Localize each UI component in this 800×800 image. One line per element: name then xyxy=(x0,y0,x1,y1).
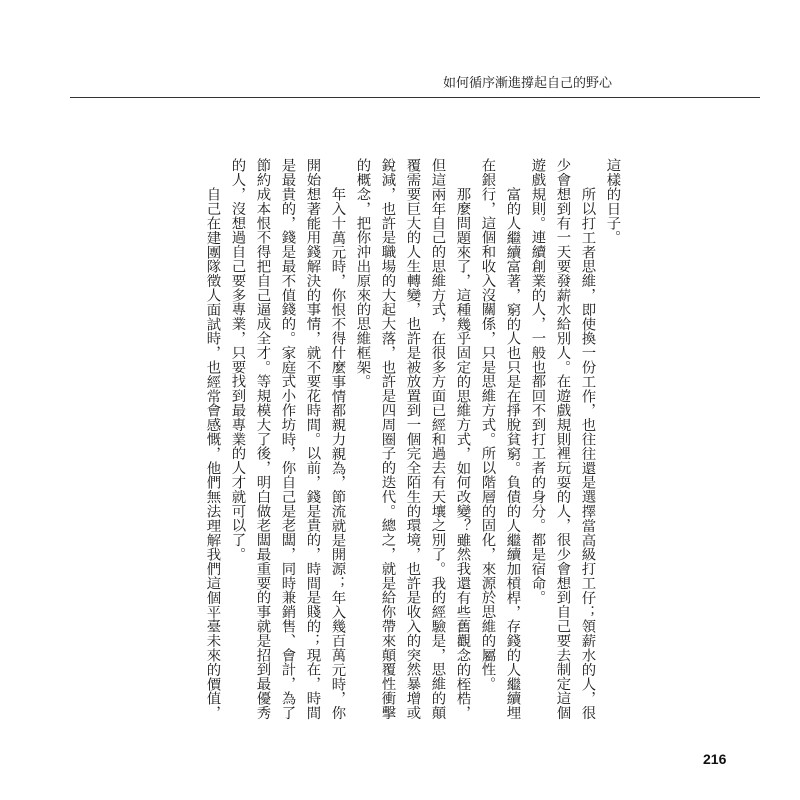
running-header-title: 如何循序漸進撐起自己的野心 xyxy=(442,76,612,91)
text-column: 開始想著能用錢解決的事情，就不要花時間。以前，錢是貴的，時間是賤的；現在，時間 xyxy=(304,158,321,720)
text-column: 那麼問題來了，這種幾乎固定的思維方式，如何改變？雖然我還有些舊觀念的桎梏， xyxy=(454,186,471,720)
text-column: 覆需要巨大的人生轉變，也許是被放置到一個完全陌生的環境，也許是收入的突然暴增或 xyxy=(404,158,421,720)
header-rule xyxy=(70,97,760,98)
text-column: 少會想到有一天要發薪水給別人。在遊戲規則裡玩耍的人，很少會想到自己要去制定這個 xyxy=(554,158,571,720)
text-column: 但這兩年自己的思維方式，在很多方面已經和過去有天壤之別了。我的經驗是，思維的顛 xyxy=(429,158,446,720)
text-column: 節約成本恨不得把自己逼成全才。等規模大了後，明白做老闆最重要的事就是招到最優秀 xyxy=(254,158,271,720)
text-column: 的人，沒想過自己要多專業，只要找到最專業的人才就可以了。 xyxy=(229,158,246,562)
text-column: 自己在建團隊徵人面試時，也經常會感慨，他們無法理解我們這個平臺未來的價值， xyxy=(204,186,221,720)
text-column: 的概念，把你沖出原來的思維框架。 xyxy=(354,158,371,389)
text-column: 是最貴的，錢是最不值錢的。家庭式小作坊時，你自己是老闆，同時兼銷售、會計，為了 xyxy=(279,158,296,720)
text-column: 這樣的日子。 xyxy=(604,158,621,245)
page-number: 216 xyxy=(703,751,727,767)
text-column: 銳減，也許是職場的大起大落，也許是四周圈子的迭代。總之，就是給你帶來顛覆性衝擊 xyxy=(379,158,396,720)
text-column: 所以打工者思維，即使換一份工作，也往往還是選擇當高級打工仔；領薪水的人，很 xyxy=(579,186,596,720)
text-column: 在銀行，這個和收入沒關係，只是思維方式。所以階層的固化，來源於思維的屬性。 xyxy=(479,158,496,691)
text-column: 遊戲規則。連續創業的人，一般也都回不到打工者的身分。都是宿命。 xyxy=(529,158,546,605)
text-column: 年入十萬元時，你恨不得什麼事情都親力親為，節流就是開源；年入幾百萬元時，你 xyxy=(329,186,346,720)
text-column: 富的人繼續富著，窮的人也只是在掙脫貧窮。負債的人繼續加槓桿，存錢的人繼續埋 xyxy=(504,186,521,720)
